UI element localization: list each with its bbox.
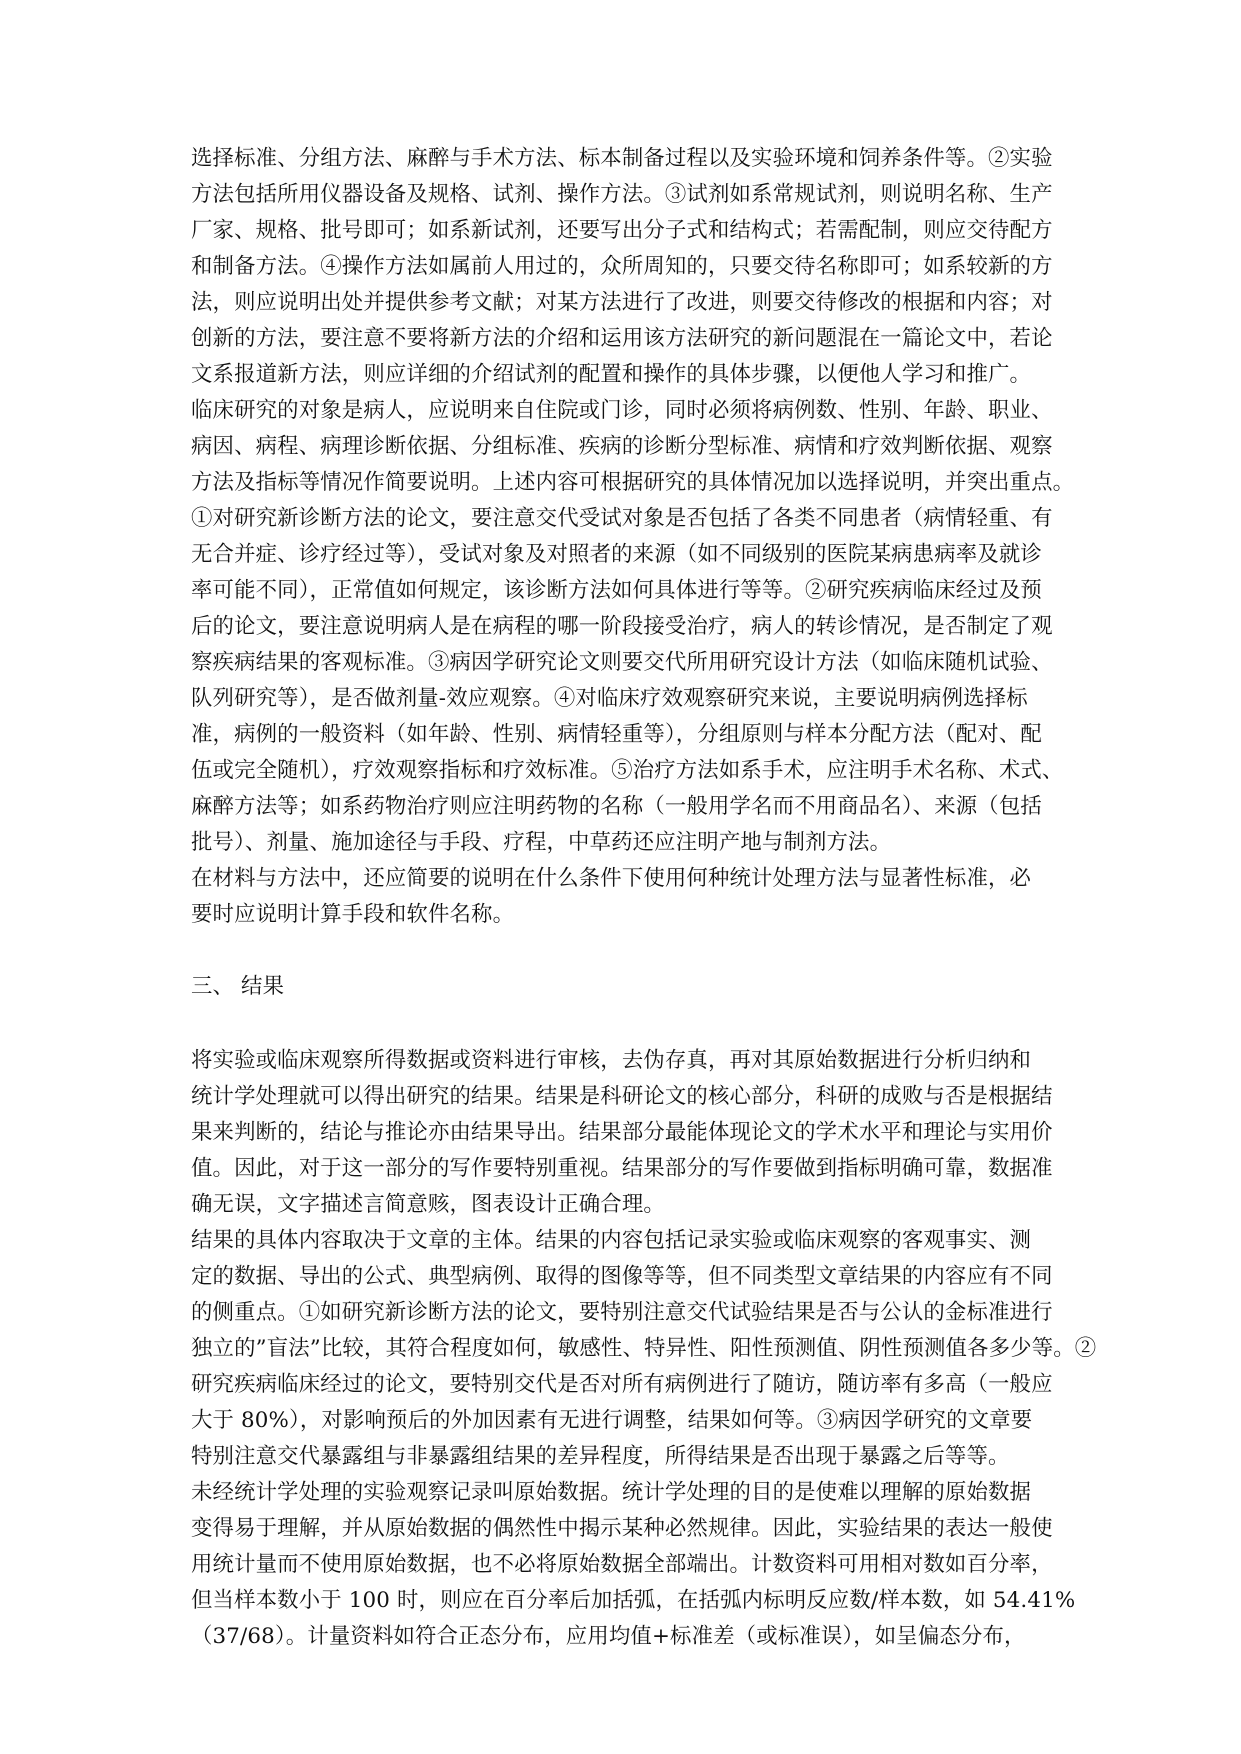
text-line: 准，病例的一般资料（如年龄、性别、病情轻重等），分组原则与样本分配方法（配对、配 xyxy=(191,722,1042,747)
text-line: 文系报道新方法，则应详细的介绍试剂的配置和操作的具体步骤，以便他人学习和推广。 xyxy=(191,362,1032,387)
text-line: 要时应说明计算手段和软件名称。 xyxy=(191,902,515,927)
text-line: 临床研究的对象是病人，应说明来自住院或门诊，同时必须将病例数、性别、年龄、职业、 xyxy=(191,398,1053,423)
paragraph xyxy=(191,1043,1051,1223)
text-line: 独立的”盲法”比较，其符合程度如何，敏感性、特异性、阳性预测值、阴性预测值各多少等。② xyxy=(191,1336,1097,1361)
text-line: 和制备方法。④操作方法如属前人用过的，众所周知的，只要交待名称即可；如系较新的方 xyxy=(191,254,1053,279)
text-line: （37/68）。计量资料如符合正态分布，应用均值+标准差（或标准误），如呈偏态分布， xyxy=(191,1624,1026,1649)
text-line: 用统计量而不使用原始数据，也不必将原始数据全部端出。计数资料可用相对数如百分率， xyxy=(191,1552,1053,1577)
text-line: 但当样本数小于 100 时，则应在百分率后加括弧，在括弧内标明反应数/样本数，如 54.41% xyxy=(191,1588,1076,1613)
document-page xyxy=(191,141,1097,1655)
text-line: 大于 80%），对影响预后的外加因素有无进行调整，结果如何等。③病因学研究的文章要 xyxy=(191,1408,1033,1433)
text-line: 队列研究等），是否做剂量-效应观察。④对临床疗效观察研究来说，主要说明病例选择标 xyxy=(191,686,1028,711)
text-line: 研究疾病临床经过的论文，要特别交代是否对所有病例进行了随访，随访率有多高（一般应 xyxy=(191,1372,1053,1397)
text-line: 在材料与方法中，还应简要的说明在什么条件下使用何种统计处理方法与显著性标准，必 xyxy=(191,866,1032,891)
text-line: 病因、病程、病理诊断依据、分组标准、疾病的诊断分型标准、病情和疗效判断依据、观察 xyxy=(191,434,1053,459)
text-line: 变得易于理解，并从原始数据的偶然性中揭示某种必然规律。因此，实验结果的表达一般使 xyxy=(191,1516,1053,1541)
text-line: 批号）、剂量、施加途径与手段、疗程，中草药还应注明产地与制剂方法。 xyxy=(191,830,892,855)
text-line: 厂家、规格、批号即可；如系新试剂，还要写出分子式和结构式；若需配制，则应交待配方 xyxy=(191,218,1053,243)
paragraph xyxy=(191,1223,1097,1475)
text-line: 率可能不同），正常值如何规定，该诊断方法如何具体进行等等。②研究疾病临床经过及预 xyxy=(191,578,1042,603)
text-line: 创新的方法，要注意不要将新方法的介绍和运用该方法研究的新问题混在一篇论文中，若论 xyxy=(191,326,1053,351)
text-line: 未经统计学处理的实验观察记录叫原始数据。统计学处理的目的是使难以理解的原始数据 xyxy=(191,1480,1032,1505)
text-line: 特别注意交代暴露组与非暴露组结果的差异程度，所得结果是否出现于暴露之后等等。 xyxy=(191,1444,1010,1469)
paragraph xyxy=(191,861,1051,933)
section-heading: 三、 结果 xyxy=(191,974,285,999)
text-line: 将实验或临床观察所得数据或资料进行审核，去伪存真，再对其原始数据进行分析归纳和 xyxy=(191,1048,1032,1073)
text-line: ①对研究新诊断方法的论文，要注意交代受试对象是否包括了各类不同患者（病情轻重、有 xyxy=(191,506,1053,531)
results-section xyxy=(191,1043,1097,1655)
text-line: 的侧重点。①如研究新诊断方法的论文，要特别注意交代试验结果是否与公认的金标准进行 xyxy=(191,1300,1053,1325)
paragraph xyxy=(191,1475,1076,1655)
text-line: 果来判断的，结论与推论亦由结果导出。结果部分最能体现论文的学术水平和理论与实用价 xyxy=(191,1120,1053,1145)
text-line: 统计学处理就可以得出研究的结果。结果是科研论文的核心部分，科研的成败与否是根据结 xyxy=(191,1084,1053,1109)
paragraph xyxy=(191,141,1051,393)
text-line: 麻醉方法等；如系药物治疗则应注明药物的名称（一般用学名而不用商品名）、来源（包括 xyxy=(191,794,1042,819)
text-line: 方法包括所用仪器设备及规格、试剂、操作方法。③试剂如系常规试剂，则说明名称、生产 xyxy=(191,182,1053,207)
text-line: 确无误，文字描述言简意赅，图表设计正确合理。 xyxy=(191,1192,665,1217)
text-line: 值。因此，对于这一部分的写作要特别重视。结果部分的写作要做到指标明确可靠，数据准 xyxy=(191,1156,1053,1181)
text-line: 方法及指标等情况作简要说明。上述内容可根据研究的具体情况加以选择说明，并突出重点。 xyxy=(191,470,1075,495)
text-line: 法，则应说明出处并提供参考文献；对某方法进行了改进，则要交待修改的根据和内容；对 xyxy=(191,290,1053,315)
text-line: 后的论文，要注意说明病人是在病程的哪一阶段接受治疗，病人的转诊情况，是否制定了观 xyxy=(191,614,1053,639)
methods-section xyxy=(191,141,1075,933)
text-line: 伍或完全随机），疗效观察指标和疗效标准。⑤治疗方法如系手术，应注明手术名称、术式、 xyxy=(191,758,1064,783)
paragraph xyxy=(191,393,1075,861)
text-line: 无合并症、诊疗经过等），受试对象及对照者的来源（如不同级别的医院某病患病率及就诊 xyxy=(191,542,1042,567)
text-line: 选择标准、分组方法、麻醉与手术方法、标本制备过程以及实验环境和饲养条件等。②实验 xyxy=(191,146,1053,171)
text-line: 结果的具体内容取决于文章的主体。结果的内容包括记录实验或临床观察的客观事实、测 xyxy=(191,1228,1032,1253)
text-line: 定的数据、导出的公式、典型病例、取得的图像等等，但不同类型文章结果的内容应有不同 xyxy=(191,1264,1053,1289)
text-line: 察疾病结果的客观标准。③病因学研究论文则要交代所用研究设计方法（如临床随机试验、 xyxy=(191,650,1053,675)
